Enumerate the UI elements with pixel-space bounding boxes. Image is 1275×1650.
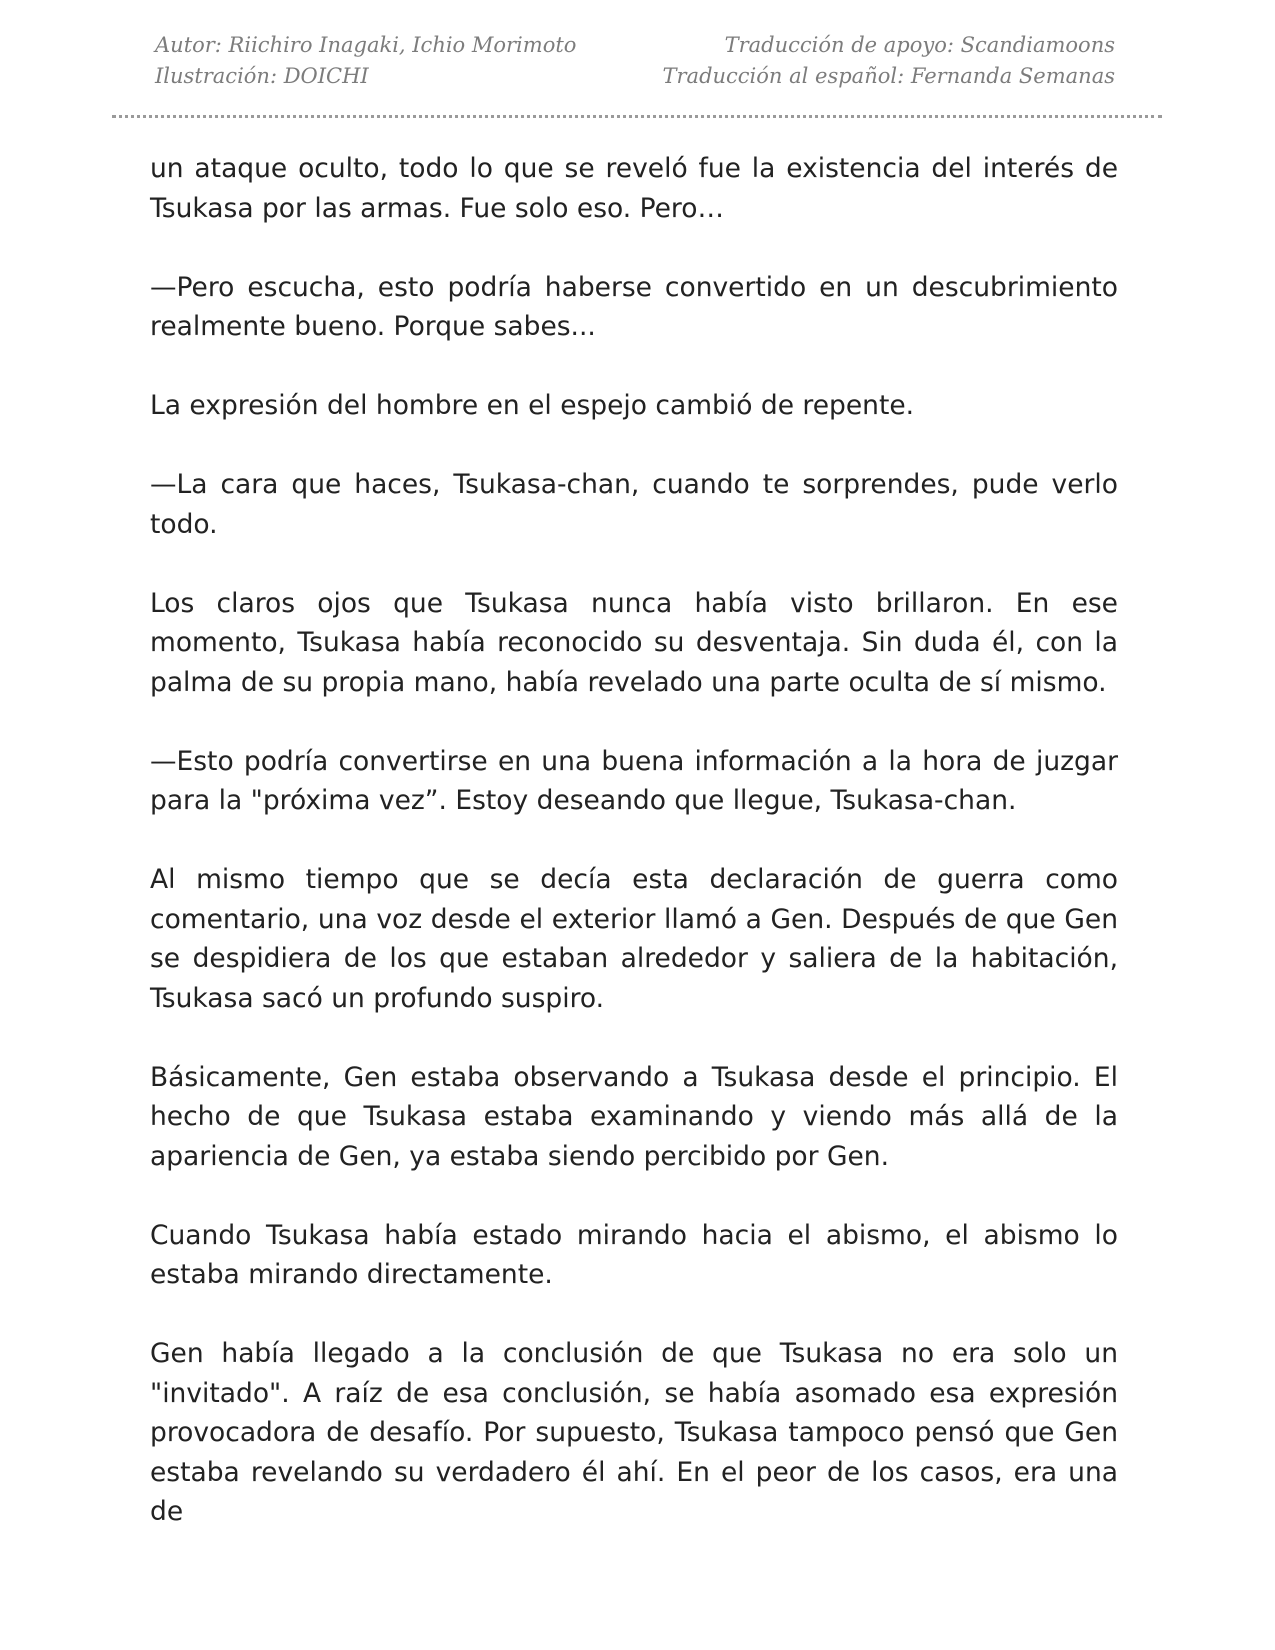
page-header [155, 30, 1115, 94]
author-credit: Autor: Riichiro Inagaki, Ichio Morimoto [155, 33, 577, 57]
paragraph: —Esto podría convertirse en una buena información a la hora de juzgar para la "próxima vez”. Estoy deseando que llegue, Tsukasa-chan. [150, 745, 1118, 816]
paragraph: Cuando Tsukasa había estado mirando hacia el abismo, el abismo lo estaba mirando directamente. [150, 1219, 1118, 1290]
support-translation-credit: Traducción de apoyo: Scandiamoons [724, 33, 1115, 57]
body-text [150, 149, 1118, 1571]
paragraph: Los claros ojos que Tsukasa nunca había visto brillaron. En ese momento, Tsukasa había reconocido su desventaja. Sin duda él, con la palma de su propia mano, había revelado una parte oculta de sí mismo. [150, 587, 1118, 698]
illustration-credit: Ilustración: DOICHI [155, 64, 369, 88]
paragraph: Al mismo tiempo que se decía esta declaración de guerra como comentario, una voz desde el exterior llamó a Gen. Después de que Gen se despidiera de los que estaban alrededor y saliera de la habitación, Tsukasa sacó un profundo suspiro. [150, 864, 1118, 1014]
header-credits-left [155, 30, 576, 92]
paragraph: un ataque oculto, todo lo que se reveló fue la existencia del interés de Tsukasa por las armas. Fue solo eso. Pero… [150, 153, 1118, 224]
paragraph: La expresión del hombre en el espejo cambió de repente. [150, 390, 915, 421]
header-credits-right [663, 30, 1116, 92]
paragraph: Básicamente, Gen estaba observando a Tsukasa desde el principio. El hecho de que Tsukasa estaba examinando y viendo más allá de la apariencia de Gen, ya estaba siendo percibido por Gen. [150, 1061, 1118, 1172]
paragraph: Gen había llegado a la conclusión de que Tsukasa no era solo un "invitado". A raíz de esa conclusión, se había asomado esa expresión provocadora de desafío. Por supuesto, Tsukasa tampoco pensó que Gen estaba revelando su verdadero él ahí. En el peor de los casos, era una de [150, 1338, 1118, 1527]
paragraph: —Pero escucha, esto podría haberse convertido en un descubrimiento realmente bueno. Porque sabes... [150, 271, 1118, 342]
header-divider [112, 115, 1162, 118]
paragraph: —La cara que haces, Tsukasa-chan, cuando te sorprendes, pude verlo todo. [150, 469, 1118, 540]
spanish-translation-credit: Traducción al español: Fernanda Semanas [662, 64, 1115, 88]
